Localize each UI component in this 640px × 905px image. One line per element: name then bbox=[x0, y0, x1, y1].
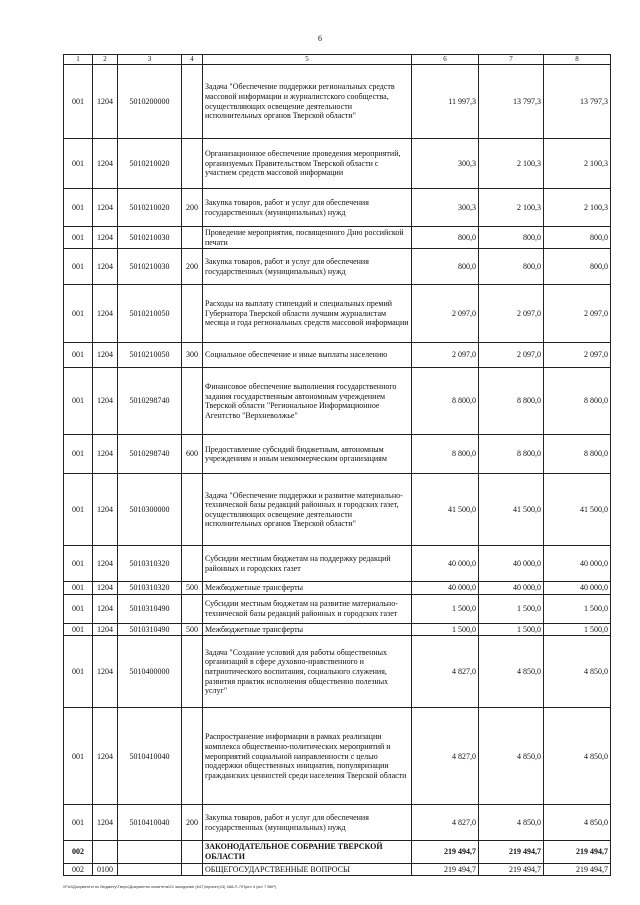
target-article-code: 5010298740 bbox=[118, 368, 182, 435]
amount-year-3: 800,0 bbox=[544, 249, 611, 285]
item-description: Субсидии местным бюджетам на поддержку редакций районных и городских газет bbox=[203, 546, 412, 582]
target-article-code: 5010298740 bbox=[118, 435, 182, 474]
col-2-header: 2 bbox=[93, 55, 118, 65]
amount-year-2: 2 100,3 bbox=[479, 139, 544, 189]
col-5-header: 5 bbox=[203, 55, 412, 65]
item-description: Организационное обеспечение проведения мероприятий, организуемых Правительством Тверской области с участием средств массовой информации bbox=[203, 139, 412, 189]
section-code: 1204 bbox=[93, 708, 118, 805]
item-description: Задача "Обеспечение поддержки региональных средств массовой информации и журналистского сообщества, осуществляющих освещение деятельности исполнительных органов Тверской области" bbox=[203, 65, 412, 139]
item-description: Закупка товаров, работ и услуг для обеспечения государственных (муниципальных) нужд bbox=[203, 805, 412, 841]
table-row bbox=[64, 582, 611, 595]
amount-year-2: 1 500,0 bbox=[479, 594, 544, 623]
amount-year-3: 8 800,0 bbox=[544, 368, 611, 435]
table-row bbox=[64, 139, 611, 189]
amount-year-3: 40 000,0 bbox=[544, 546, 611, 582]
amount-year-1: 2 097,0 bbox=[412, 343, 479, 368]
ministry-code: 001 bbox=[64, 435, 93, 474]
table-row bbox=[64, 805, 611, 841]
section-code: 1204 bbox=[93, 636, 118, 708]
ministry-code: 002 bbox=[64, 863, 93, 876]
amount-year-3: 41 500,0 bbox=[544, 474, 611, 546]
amount-year-1: 40 000,0 bbox=[412, 546, 479, 582]
expense-type-code bbox=[182, 474, 203, 546]
target-article-code: 5010210030 bbox=[118, 227, 182, 249]
table-row bbox=[64, 863, 611, 876]
amount-year-1: 219 494,7 bbox=[412, 841, 479, 863]
section-code: 1204 bbox=[93, 343, 118, 368]
expense-type-code bbox=[182, 708, 203, 805]
section-code: 1204 bbox=[93, 582, 118, 595]
amount-year-3: 4 850,0 bbox=[544, 636, 611, 708]
table-row bbox=[64, 65, 611, 139]
amount-year-3: 4 850,0 bbox=[544, 708, 611, 805]
expense-type-code: 600 bbox=[182, 435, 203, 474]
amount-year-3: 2 097,0 bbox=[544, 285, 611, 343]
expense-type-code: 200 bbox=[182, 805, 203, 841]
amount-year-1: 1 500,0 bbox=[412, 623, 479, 636]
table-row bbox=[64, 343, 611, 368]
amount-year-1: 8 800,0 bbox=[412, 368, 479, 435]
amount-year-2: 13 797,3 bbox=[479, 65, 544, 139]
section-code: 1204 bbox=[93, 805, 118, 841]
amount-year-2: 2 097,0 bbox=[479, 285, 544, 343]
col-7-header: 7 bbox=[479, 55, 544, 65]
target-article-code: 5010210020 bbox=[118, 139, 182, 189]
amount-year-3: 13 797,3 bbox=[544, 65, 611, 139]
expense-type-code bbox=[182, 863, 203, 876]
target-article-code: 5010410040 bbox=[118, 805, 182, 841]
amount-year-1: 800,0 bbox=[412, 227, 479, 249]
item-description: Предоставление субсидий бюджетным, автономным учреждениям и иным некоммерческим организациям bbox=[203, 435, 412, 474]
table-row bbox=[64, 841, 611, 863]
amount-year-3: 1 500,0 bbox=[544, 623, 611, 636]
amount-year-2: 4 850,0 bbox=[479, 636, 544, 708]
amount-year-3: 1 500,0 bbox=[544, 594, 611, 623]
section-code: 1204 bbox=[93, 139, 118, 189]
expense-type-code: 300 bbox=[182, 343, 203, 368]
item-description: ЗАКОНОДАТЕЛЬНОЕ СОБРАНИЕ ТВЕРСКОЙ ОБЛАСТИ bbox=[203, 841, 412, 863]
table-row bbox=[64, 623, 611, 636]
footer-file-path: \\Fs0\Документы по бюджету\Тверь\Документы комитета\24 заседание (647)\проект(24) 468-П-7\Прил 4 (кнг 7 ВКР) bbox=[63, 884, 277, 889]
amount-year-2: 40 000,0 bbox=[479, 546, 544, 582]
section-code: 1204 bbox=[93, 546, 118, 582]
ministry-code: 001 bbox=[64, 139, 93, 189]
ministry-code: 001 bbox=[64, 343, 93, 368]
amount-year-2: 2 097,0 bbox=[479, 343, 544, 368]
table-row bbox=[64, 368, 611, 435]
expense-type-code: 200 bbox=[182, 189, 203, 227]
ministry-code: 001 bbox=[64, 285, 93, 343]
item-description: Расходы на выплату стипендий и специальных премий Губернатора Тверской области лучшим журналистам месяца и года региональных средств массовой информации bbox=[203, 285, 412, 343]
expense-type-code bbox=[182, 368, 203, 435]
ministry-code: 001 bbox=[64, 636, 93, 708]
ministry-code: 001 bbox=[64, 227, 93, 249]
target-article-code: 5010310320 bbox=[118, 582, 182, 595]
section-code: 1204 bbox=[93, 65, 118, 139]
amount-year-3: 40 000,0 bbox=[544, 582, 611, 595]
expense-type-code bbox=[182, 841, 203, 863]
col-3-header: 3 bbox=[118, 55, 182, 65]
col-1-header: 1 bbox=[64, 55, 93, 65]
amount-year-1: 4 827,0 bbox=[412, 805, 479, 841]
amount-year-2: 40 000,0 bbox=[479, 582, 544, 595]
ministry-code: 001 bbox=[64, 189, 93, 227]
item-description: ОБЩЕГОСУДАРСТВЕННЫЕ ВОПРОСЫ bbox=[203, 863, 412, 876]
expense-type-code bbox=[182, 285, 203, 343]
amount-year-1: 300,3 bbox=[412, 139, 479, 189]
item-description: Социальное обеспечение и иные выплаты населению bbox=[203, 343, 412, 368]
amount-year-3: 2 097,0 bbox=[544, 343, 611, 368]
target-article-code bbox=[118, 841, 182, 863]
amount-year-3: 800,0 bbox=[544, 227, 611, 249]
amount-year-3: 2 100,3 bbox=[544, 139, 611, 189]
expense-type-code: 200 bbox=[182, 249, 203, 285]
col-6-header: 6 bbox=[412, 55, 479, 65]
item-description: Задача "Обеспечение поддержки и развитие материально-технической базы редакций районных и городских газет, осуществляющих освещение деятельности исполнительных органов Тверской области" bbox=[203, 474, 412, 546]
amount-year-1: 4 827,0 bbox=[412, 636, 479, 708]
ministry-code: 001 bbox=[64, 708, 93, 805]
ministry-code: 001 bbox=[64, 623, 93, 636]
target-article-code: 5010310320 bbox=[118, 546, 182, 582]
item-description: Межбюджетные трансферты bbox=[203, 582, 412, 595]
table-row bbox=[64, 546, 611, 582]
expense-type-code: 500 bbox=[182, 582, 203, 595]
amount-year-2: 219 494,7 bbox=[479, 863, 544, 876]
amount-year-2: 4 850,0 bbox=[479, 708, 544, 805]
target-article-code: 5010210050 bbox=[118, 343, 182, 368]
page-number: 6 bbox=[318, 34, 322, 43]
target-article-code: 5010210050 bbox=[118, 285, 182, 343]
amount-year-2: 8 800,0 bbox=[479, 368, 544, 435]
expense-type-code bbox=[182, 227, 203, 249]
column-number-header bbox=[64, 55, 611, 65]
target-article-code: 5010210030 bbox=[118, 249, 182, 285]
table-row bbox=[64, 189, 611, 227]
budget-table bbox=[63, 54, 611, 876]
amount-year-1: 8 800,0 bbox=[412, 435, 479, 474]
expense-type-code bbox=[182, 546, 203, 582]
amount-year-1: 2 097,0 bbox=[412, 285, 479, 343]
item-description: Субсидии местным бюджетам на развитие материально-технической базы редакций районных и городских газет bbox=[203, 594, 412, 623]
target-article-code: 5010310490 bbox=[118, 623, 182, 636]
amount-year-3: 219 494,7 bbox=[544, 863, 611, 876]
target-article-code: 5010200000 bbox=[118, 65, 182, 139]
col-8-header: 8 bbox=[544, 55, 611, 65]
ministry-code: 001 bbox=[64, 594, 93, 623]
table-row bbox=[64, 285, 611, 343]
section-code: 1204 bbox=[93, 623, 118, 636]
amount-year-2: 800,0 bbox=[479, 249, 544, 285]
section-code: 1204 bbox=[93, 249, 118, 285]
ministry-code: 001 bbox=[64, 368, 93, 435]
expense-type-code bbox=[182, 594, 203, 623]
item-description: Задача "Создание условий для работы общественных организаций в сфере духовно-нравственного и патриотического воспитания, социального служения, развития практик исполнения общественно полезных услуг" bbox=[203, 636, 412, 708]
expense-type-code bbox=[182, 139, 203, 189]
amount-year-1: 1 500,0 bbox=[412, 594, 479, 623]
section-code: 1204 bbox=[93, 474, 118, 546]
amount-year-3: 4 850,0 bbox=[544, 805, 611, 841]
table-row bbox=[64, 594, 611, 623]
amount-year-1: 219 494,7 bbox=[412, 863, 479, 876]
amount-year-1: 11 997,3 bbox=[412, 65, 479, 139]
section-code bbox=[93, 841, 118, 863]
expense-type-code bbox=[182, 65, 203, 139]
expense-type-code: 500 bbox=[182, 623, 203, 636]
section-code: 0100 bbox=[93, 863, 118, 876]
target-article-code: 5010400000 bbox=[118, 636, 182, 708]
amount-year-2: 1 500,0 bbox=[479, 623, 544, 636]
section-code: 1204 bbox=[93, 368, 118, 435]
section-code: 1204 bbox=[93, 594, 118, 623]
section-code: 1204 bbox=[93, 285, 118, 343]
item-description: Закупка товаров, работ и услуг для обеспечения государственных (муниципальных) нужд bbox=[203, 249, 412, 285]
target-article-code bbox=[118, 863, 182, 876]
amount-year-2: 2 100,3 bbox=[479, 189, 544, 227]
table-row bbox=[64, 249, 611, 285]
target-article-code: 5010300000 bbox=[118, 474, 182, 546]
table-row bbox=[64, 636, 611, 708]
ministry-code: 001 bbox=[64, 249, 93, 285]
amount-year-2: 800,0 bbox=[479, 227, 544, 249]
amount-year-3: 219 494,7 bbox=[544, 841, 611, 863]
amount-year-2: 41 500,0 bbox=[479, 474, 544, 546]
section-code: 1204 bbox=[93, 227, 118, 249]
ministry-code: 001 bbox=[64, 474, 93, 546]
amount-year-2: 8 800,0 bbox=[479, 435, 544, 474]
amount-year-2: 219 494,7 bbox=[479, 841, 544, 863]
amount-year-3: 2 100,3 bbox=[544, 189, 611, 227]
section-code: 1204 bbox=[93, 189, 118, 227]
item-description: Распространение информации в рамках реализации комплекса общественно-политических мероприятий и мероприятий социальной направленности с целью поддержки общественных инициатив, популяризации гражданских ценностей среди населения Тверской области bbox=[203, 708, 412, 805]
section-code: 1204 bbox=[93, 435, 118, 474]
table-row bbox=[64, 474, 611, 546]
amount-year-1: 4 827,0 bbox=[412, 708, 479, 805]
table-row bbox=[64, 435, 611, 474]
target-article-code: 5010410040 bbox=[118, 708, 182, 805]
expense-type-code bbox=[182, 636, 203, 708]
amount-year-1: 40 000,0 bbox=[412, 582, 479, 595]
amount-year-2: 4 850,0 bbox=[479, 805, 544, 841]
amount-year-1: 300,3 bbox=[412, 189, 479, 227]
item-description: Финансовое обеспечение выполнения государственного задания государственным автономным учреждением Тверской области "Региональное Информационное Агентство "Верхневолжье" bbox=[203, 368, 412, 435]
ministry-code: 001 bbox=[64, 546, 93, 582]
table-row bbox=[64, 708, 611, 805]
ministry-code: 001 bbox=[64, 582, 93, 595]
target-article-code: 5010310490 bbox=[118, 594, 182, 623]
ministry-code: 001 bbox=[64, 65, 93, 139]
ministry-code: 002 bbox=[64, 841, 93, 863]
item-description: Межбюджетные трансферты bbox=[203, 623, 412, 636]
col-4-header: 4 bbox=[182, 55, 203, 65]
table-row bbox=[64, 227, 611, 249]
target-article-code: 5010210020 bbox=[118, 189, 182, 227]
item-description: Закупка товаров, работ и услуг для обеспечения государственных (муниципальных) нужд bbox=[203, 189, 412, 227]
amount-year-3: 8 800,0 bbox=[544, 435, 611, 474]
amount-year-1: 800,0 bbox=[412, 249, 479, 285]
ministry-code: 001 bbox=[64, 805, 93, 841]
item-description: Проведение мероприятия, посвященного Дню российской печати bbox=[203, 227, 412, 249]
amount-year-1: 41 500,0 bbox=[412, 474, 479, 546]
